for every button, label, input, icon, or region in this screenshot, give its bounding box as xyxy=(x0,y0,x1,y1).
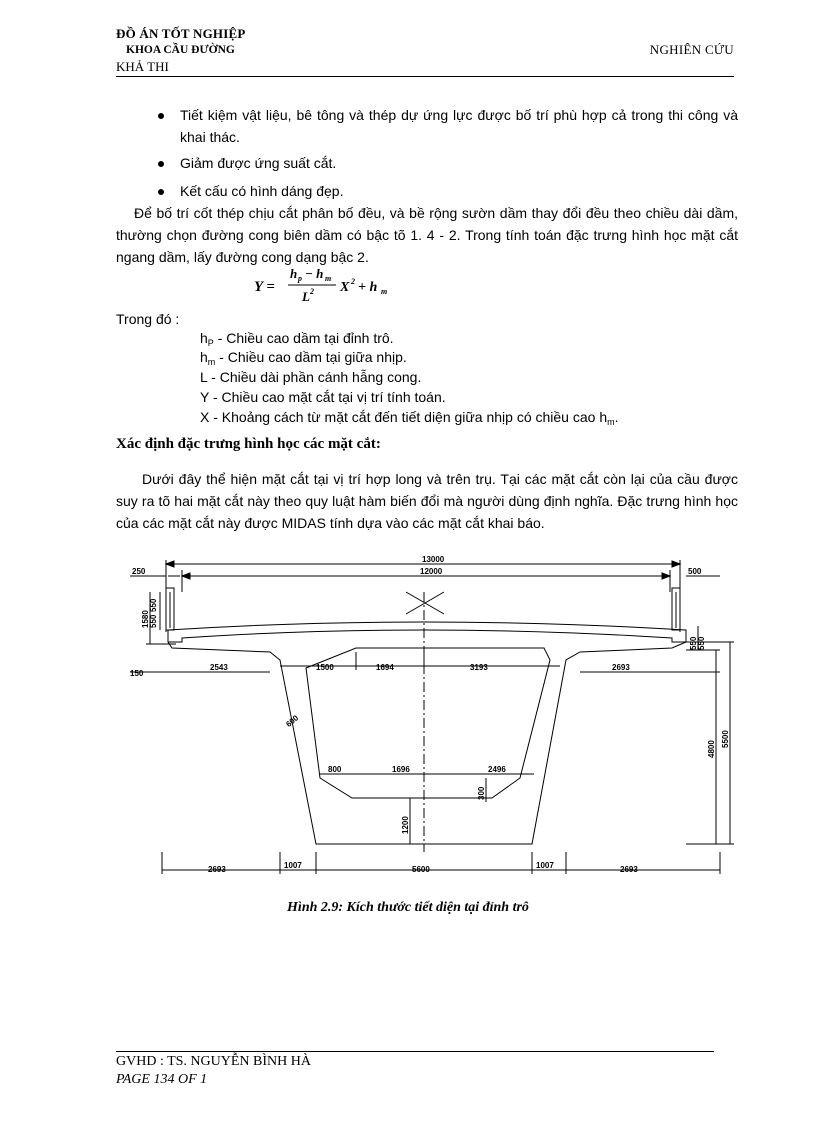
def-text: - Chiều dài phần cánh hẫng cong. xyxy=(207,369,422,385)
footer-advisor: GVHD : TS. NGUYỄN BÌNH HÀ xyxy=(116,1054,311,1069)
dim-label: 600 xyxy=(284,713,301,729)
dim-label: 550 xyxy=(149,614,158,628)
def-text: - Chiều cao dầm tại giữa nhịp. xyxy=(215,349,407,365)
dim-label: 550 xyxy=(689,636,698,650)
def-text: - Chiều cao mặt cắt tại vị trí tính toán. xyxy=(209,389,446,405)
svg-text:+ h: + h xyxy=(358,280,378,295)
dim-label: 12000 xyxy=(420,567,443,576)
def-symbol: X xyxy=(200,409,210,425)
def-text: - Chiều cao dầm tại đỉnh trô. xyxy=(213,330,394,346)
svg-text:m: m xyxy=(325,274,332,283)
def-symbol: Y xyxy=(200,389,210,405)
def-subscript: m xyxy=(607,417,615,427)
bullet-dot xyxy=(158,161,164,167)
definition-item xyxy=(200,330,394,348)
inner-void xyxy=(306,648,550,798)
header-faculty: KHOA CẦU ĐƯỜNG xyxy=(126,44,235,56)
def-symbol: h xyxy=(200,349,208,365)
def-subscript: m xyxy=(207,357,216,367)
svg-text:m: m xyxy=(381,287,388,296)
dim-label: 1580 xyxy=(141,610,150,628)
dim-label: 1007 xyxy=(536,861,554,870)
svg-text:p: p xyxy=(298,274,302,283)
dim-label: 250 xyxy=(132,567,146,576)
svg-text:2: 2 xyxy=(351,277,355,286)
svg-text:h: h xyxy=(290,266,298,281)
dim-label: 550 xyxy=(149,598,158,612)
dim-label: 1200 xyxy=(401,816,410,834)
dim-label: 800 xyxy=(328,765,342,774)
box-girder-section-drawing xyxy=(120,552,740,882)
definition-item xyxy=(200,389,446,405)
paragraph: Dưới đây thể hiện mặt cắt tại vị trí hợp long và trên trụ. Tại các mặt cắt còn lại của cầu được suy ra tõ hai mặt cắt này theo quy luật hàm biến đổi mà người dùng định nghĩa. Đặc trưng hình học của các mặt cắt này được MIDAS tính dựa vào các mặt cắt khai báo. xyxy=(116,471,738,531)
header-divider xyxy=(116,76,734,77)
header-right: NGHIÊN CỨU xyxy=(649,42,734,57)
def-symbol: L xyxy=(200,369,208,385)
dim-label: 1500 xyxy=(316,663,334,672)
dim-label: 5500 xyxy=(721,730,730,748)
formula xyxy=(250,264,400,306)
paragraph: Để bố trí cốt thép chịu cắt phân bố đều, và bề rộng sườn dầm thay đổi đều theo chiều dài dầm, thường chọn đường cong biên dầm có bậc tõ 1. 4 - 2. Trong tính toán đặc trưng hình học mặt cắt ngang dầm, lấy đường cong dạng bậc 2. xyxy=(116,205,738,265)
dim-label: 5600 xyxy=(412,865,430,874)
dim-label: 1007 xyxy=(284,861,302,870)
dim-label: 2543 xyxy=(210,663,228,672)
header-title: ĐỒ ÁN TỐT NGHIỆP xyxy=(116,26,246,41)
bullet-item: Tiết kiệm vật liệu, bê tông và thép dự ứng lực được bố trí phù hợp cả trong thi công và khai thác. xyxy=(180,107,738,145)
dim-label: 500 xyxy=(688,567,702,576)
footer-page: PAGE 134 OF 1 xyxy=(116,1072,208,1087)
dim-label: 2693 xyxy=(620,865,638,874)
def-symbol: h xyxy=(200,330,208,346)
deck-slab xyxy=(168,622,686,642)
definition-item xyxy=(200,349,407,367)
dim-label: 550 xyxy=(697,636,706,650)
svg-text:L: L xyxy=(302,289,310,304)
bullet-item: Giảm được ứng suất cắt. xyxy=(180,155,337,171)
dim-label: 1694 xyxy=(376,663,394,672)
dim-label: 13000 xyxy=(422,555,445,564)
def-text: - Khoảng cách từ mặt cắt đến tiết diện giữa nhịp có chiều cao h xyxy=(209,409,608,425)
dim-label: 150 xyxy=(130,669,144,678)
svg-text:2: 2 xyxy=(310,287,314,296)
bullet-dot xyxy=(158,113,164,119)
dim-label: 2496 xyxy=(488,765,506,774)
svg-text:X: X xyxy=(340,280,350,295)
where-label: Trong đó : xyxy=(116,311,180,327)
dim-label: 3193 xyxy=(470,663,488,672)
section-heading: Xác định đặc trưng hình học các mặt cắt: xyxy=(116,436,381,452)
dim-label: 4800 xyxy=(707,740,716,758)
dim-label: 300 xyxy=(477,786,486,800)
footer-divider xyxy=(116,1051,714,1052)
dim-label: 1696 xyxy=(392,765,410,774)
bullet-item: Kết cấu có hình dáng đẹp. xyxy=(180,183,344,199)
dim-label: 2693 xyxy=(208,865,226,874)
figure-caption: Hình 2.9: Kích thước tiết diện tại đỉnh trô xyxy=(287,900,529,915)
definition-item xyxy=(200,369,421,385)
bullet-dot xyxy=(158,189,164,195)
svg-text:Y =: Y = xyxy=(254,279,275,295)
header-subtitle: KHẢ THI xyxy=(116,59,169,74)
definition-item: X - Khoảng cách từ mặt cắt đến tiết diện giữa nhịp có chiều cao $h_m$. xyxy=(200,409,619,427)
def-subscript: P xyxy=(207,338,214,348)
dim-label: 2693 xyxy=(612,663,630,672)
svg-text:− h: − h xyxy=(305,266,324,281)
